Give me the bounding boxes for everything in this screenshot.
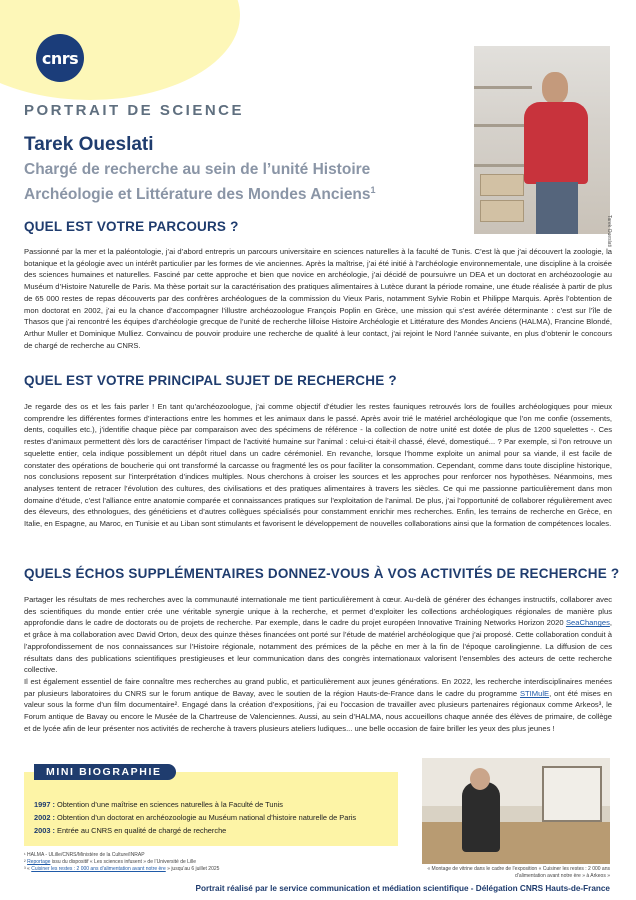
echos-text-a: Partager les résultats de mes recherches avec la communauté internationale me tient particulièrement à cœur. Au-delà de générer des échanges instructifs, collaborer avec des scientifiques du monde entier crée une véritable synergie unique à la recherche, et permet d’exploiter les collections archéologiques régionales de manière plus approfondie dans le cadre de doctorats ou de projets de recherche. Par exemple, dans le cadre du projet européen Innovative Training Networks Horizon 2020 xyxy=(24,595,612,628)
photo-person-shirt xyxy=(524,102,588,184)
exhibition-photo xyxy=(422,758,610,864)
echos-text-c: Il est également essentiel de faire connaître mes recherches au grand public, et particulièrement aux jeunes générations. En 2022, les recherche interdisciplinaires menées par plusieurs laboratoires du CNRS sur le forum antique de Bavay, avec le soutien de la région Hauts-de-France dans le cadre du programme xyxy=(24,676,612,698)
cnrs-logo[interactable] xyxy=(36,34,84,82)
stimule-link[interactable]: STIMulE xyxy=(519,688,550,698)
photo-person-jeans xyxy=(536,182,578,234)
role-text: Chargé de recherche au sein de l’unité Histoire Archéologie et Littérature des Mondes Anciens xyxy=(24,161,371,204)
page-title: Tarek Oueslati xyxy=(24,134,154,155)
footnote-3-prefix: ³ « xyxy=(24,865,32,872)
bio-text: Obtention d’un doctorat en archéozoologie au Muséum national d’histoire naturelle de Paris xyxy=(54,813,357,822)
section-text-echos xyxy=(24,594,612,734)
bio-year: 2002 : xyxy=(34,813,55,822)
photo2-vitrine xyxy=(542,766,602,822)
photo2-table xyxy=(422,822,610,864)
section-title-echos: QUELS ÉCHOS SUPPLÉMENTAIRES DONNEZ-VOUS À VOS ACTIVITÉS DE RECHERCHE ? xyxy=(24,566,620,581)
exhibition-photo-caption: « Montage de vitrine dans le cadre de l’exposition « Cuisiner les restes : 2 000 ans d’alimentation avant notre ère » à Arkeos » xyxy=(427,866,610,879)
footnote-3 xyxy=(24,866,219,873)
section-title-recherche: QUEL EST VOTRE PRINCIPAL SUJET DE RECHERCHE ? xyxy=(24,373,397,388)
photo-shelf xyxy=(474,86,532,89)
exhibition-link[interactable]: Cuisiner les restes : 2 000 ans d’alimentation avant notre ère xyxy=(31,865,166,872)
bio-year: 1997 : xyxy=(34,800,55,809)
kicker: PORTRAIT DE SCIENCE xyxy=(24,102,245,119)
footnote-3-text: » jusqu’au 6 juillet 2025 xyxy=(165,865,220,872)
footnote-1: ¹ HALMA - ULille/CNRS/Ministère de la Culture/INRAP xyxy=(24,852,145,858)
section-title-parcours: QUEL EST VOTRE PARCOURS ? xyxy=(24,219,239,234)
photo2-person-head xyxy=(470,768,490,790)
echos-text-d: , ont été mises en valeur sous la forme d’un film documentaire². Engagé dans la création d’expositions, j’ai eu l’occasion de travailler avec plusieurs partenaires régionaux comme Arkeos³, le Forum antique de Bavay ou encore le Musée de la Chartreuse de Valenciennes. Aussi, au sein d’HALMA, nous accueillons chaque année des élèves de primaire, de collège et de lycée afin de leur présenter nos activités de recherche à travers plusieurs ateliers ludiques... une belle occasion de faire briller les yeux des plus jeunes ! xyxy=(24,688,612,733)
photo-person-head xyxy=(542,72,568,104)
section-text-parcours: Passionné par la mer et la paléontologie, j’ai d’abord entrepris un parcours universitaire en sciences naturelles à la faculté de Tunis. C’est là que j’ai découvert la zoologie, la botanique et la géologie avec un intérêt particulier par les formes de vie anciennes. Après la maîtrise, j’ai été initié à l’archéologie environnementale, une discipline à la croisée des sciences humaines et naturelles. Fasciné par cette approche et bien que novice en archéologie, j’ai décidé de poursuivre un DEA et un doctorat en archéozoologie au Muséum d’Histoire Naturelle de Paris. Ma thèse portait sur la caractérisation des pratiques alimentaires à Lutèce durant la période romaine, une étude réalisée à partir de plus de 65 000 restes de repas découverts par des confrères archéologues de la commission du Vieux Paris, notamment Sylvie Robin et Philippe Marquis. Après l’obtention de mon doctorat en 2002, j’ai eu la chance d’accompagner l’illustre archéozoologue François Poplin en Grèce, une mission qui s’est avérée déterminante : c’est sur l’île de Thasos que j’ai rencontré les équipes d’archéologie grecque de l’unité de recherche lilloise Histoire Archéologie et Littérature des Mondes Anciens (HALMA), Francine Blondé, Arthur Muller et Dominique Mulliez. Convaincu de pouvoir produire une recherche de qualité à leur contact, j’ai rejoint le Nord l’année suivante, en plus d’obtenir le concours de chargé de recherche au CNRS. xyxy=(24,247,612,350)
photo2-person xyxy=(462,782,500,852)
footnote-2: ² Reportage issu du dispositif « Les sciences infusent » de l’Université de Lille xyxy=(24,858,197,865)
bio-item xyxy=(34,811,356,824)
bio-text: Entrée au CNRS en qualité de chargé de recherche xyxy=(54,826,227,835)
footer-credit: Portrait réalisé par le service communication et médiation scientifique - Délégation CNRS Hauts-de-France xyxy=(195,884,610,893)
role-footnote-ref: 1 xyxy=(370,185,376,195)
reportage-link[interactable]: Reportage xyxy=(27,858,51,865)
mini-biography xyxy=(24,766,398,846)
footnote-2-text: issu du dispositif « Les sciences infusent » de l’Université de Lille xyxy=(50,858,197,865)
photo-credit: Tarek Oueslati xyxy=(606,215,612,247)
bio-list xyxy=(34,798,356,837)
subtitle-role xyxy=(24,159,444,205)
echos-text-b: , et grâce à ma collaboration avec David Orton, deux des quinze thèses financées ont porté sur l’étude de matériel archéologique que j’ai proposé. Cette collaboration conduit à l’approfondissement de nos connaissances sur l’Histoire régionale, notamment des prémices de la pêche en mer à la fin de l’époque carolingienne. La diffusion de ces résultats dans des publications scientifiques prestigieuses et leur communication dans des congrès internationaux valorisent l’ensembles des acteurs de cette recherche collective. xyxy=(24,618,612,675)
footnotes xyxy=(24,852,219,872)
bio-item xyxy=(34,824,356,837)
bio-text: Obtention d’une maîtrise en sciences naturelles à la Faculté de Tunis xyxy=(54,800,283,809)
photo-drawer xyxy=(480,200,524,222)
bio-item xyxy=(34,798,356,811)
photo-drawer xyxy=(480,174,524,196)
logo-text: cnrs xyxy=(41,48,79,68)
bio-year: 2003 : xyxy=(34,826,55,835)
portrait-photo xyxy=(474,46,610,234)
section-text-recherche: Je regarde des os et les fais parler ! En tant qu’archéozoologue, j’ai comme objectif d’étudier les restes fauniques retrouvés lors de fouilles archéologiques pour mieux comprendre les différentes formes d’interactions entre les hommes et les animaux dans le passé. Après avoir trié le matériel archéologique que l’on me confie (ossements, dents, coquilles etc.), j’identifie chaque pièce par comparaison avec des spécimens de référence - la collection de notre unité est dotée de plus de 1200 squelettes -. Ces restes d’animaux permettent dès lors de caractériser l’impact de l’activité humaine sur l’animal : celui-ci était-il chassé, élevé, domestiqué... ? Par exemple, si l’on retrouve un squelette entier, cela indique possiblement un dépôt rituel dans un cadre cérémoniel. En revanche, lorsque l’homme exploite un animal pour sa viande, il est facile de constater des opérations de boucherie qui ont transformé la carcasse ou fragmenté les os pour faciliter la consommation. Cependant, comme dans toute discipline historique, nos conclusions reposent sur l’interprétation d’indices multiples. Nous cherchons à croiser les sources et les approches pour renforcer nos hypothèses. Néanmoins, mes analyses tentent de retracer l’évolution des cultures, des civilisations et des pratiques alimentaires à travers les siècles. Ce qui me passionne particulièrement dans mon domaine d’étude, c’est l’alliance entre anatomie comparée et connaissances pratiques sur l’exploitation de l’animal. De plus, j’ai l’opportunité de collaborer régulièrement avec des éleveurs, des ethnologues, des généticiens et d’autres collègues spécialisés pour constamment enrichir mes recherches. Enfin, les terrains de recherche en Grèce, en Italie, en Espagne, au Maroc, en Tunisie et au Liban sont stimulants et favorisent le développement de nouvelles collaborations ainsi que la formation de compétences locales. xyxy=(24,402,612,529)
header-yellow-shape xyxy=(0,0,240,100)
seachanges-link[interactable]: SeaChanges xyxy=(565,618,610,628)
bio-title: MINI BIOGRAPHIE xyxy=(34,764,176,780)
